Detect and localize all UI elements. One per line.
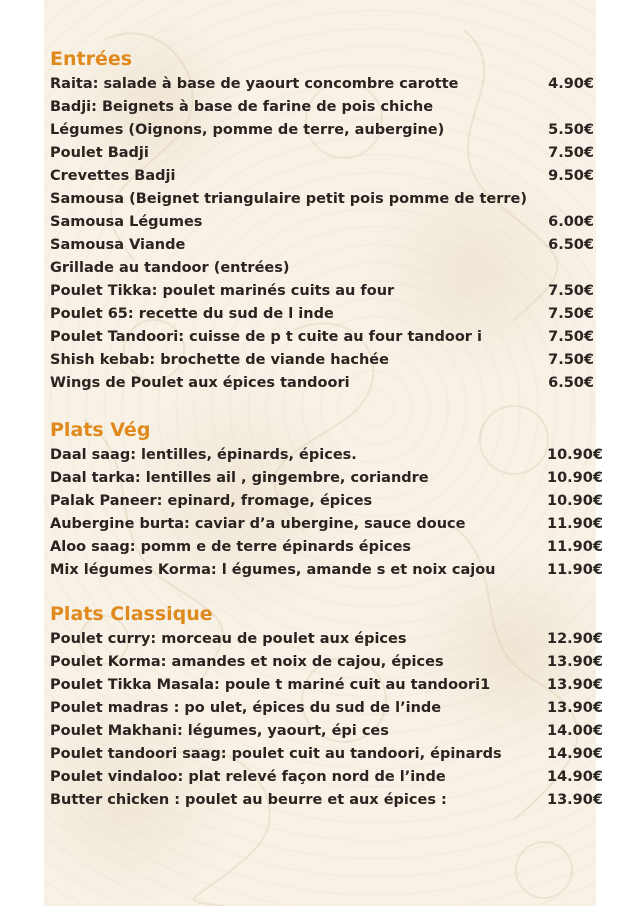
menu-item-badji-header: [50, 96, 596, 119]
menu-item-shish-kebab: [50, 349, 596, 372]
item-name: Daal tarka: lentilles ail , gingembre, coriandre: [50, 470, 429, 486]
menu-item-poulet-vindaloo: [50, 766, 603, 789]
menu-item-poulet-curry: [50, 628, 603, 651]
item-price: 9.50€: [548, 168, 594, 184]
section-plats-classique: [50, 602, 603, 812]
menu-item-butter-chicken: [50, 789, 603, 812]
item-price: 10.90€: [547, 493, 603, 509]
menu-item-poulet-tandoori-saag: [50, 743, 603, 766]
section-title-plats-veg: Plats Vég: [50, 419, 151, 441]
item-name: Poulet vindaloo: plat relevé façon nord de l’inde: [50, 769, 446, 785]
item-name: Crevettes Badji: [50, 168, 176, 184]
item-price: 13.90€: [547, 654, 603, 670]
menu-item-wings: [50, 372, 596, 395]
item-price: 11.90€: [547, 539, 603, 555]
section-title-entrees: Entrées: [50, 48, 133, 70]
item-name: Poulet madras : po ulet, épices du sud de l’inde: [50, 700, 442, 716]
menu-item-poulet-badji: [50, 142, 596, 165]
menu-item-grillade-header: [50, 257, 596, 280]
item-name: Poulet tandoori saag: poulet cuit au tandoori, épinards: [50, 746, 502, 762]
item-name: Samousa Légumes: [50, 214, 203, 230]
item-name: Wings de Poulet aux épices tandoori: [50, 375, 350, 391]
item-price: 7.50€: [548, 145, 594, 161]
menu-item-mix-legumes-korma: [50, 559, 603, 582]
menu-item-raita: [50, 73, 596, 96]
item-name: Aloo saag: pomm e de terre épinards épices: [50, 539, 412, 555]
item-price: 7.50€: [548, 352, 594, 368]
item-name: Poulet Korma: amandes et noix de cajou, épices: [50, 654, 444, 670]
menu-item-poulet-makhani: [50, 720, 603, 743]
menu-item-crevettes-badji: [50, 165, 596, 188]
menu-page: [44, 0, 603, 906]
menu-item-poulet-tikka-masala: [50, 674, 603, 697]
menu-item-poulet-korma: [50, 651, 603, 674]
item-name: Palak Paneer: epinard, fromage, épices: [50, 493, 373, 509]
item-price: 4.90€: [548, 76, 594, 92]
item-price: 6.50€: [548, 237, 594, 253]
item-name: Poulet Tikka: poulet marinés cuits au four: [50, 283, 395, 299]
item-name: Butter chicken : poulet au beurre et aux épices :: [50, 792, 447, 808]
item-name: Poulet Tikka Masala: poule t mariné cuit au tandoori1: [50, 677, 491, 693]
item-price: 12.90€: [547, 631, 603, 647]
item-name: Poulet Makhani: légumes, yaourt, épi ces: [50, 723, 389, 739]
menu-item-poulet-tandoori: [50, 326, 596, 349]
item-name: Poulet Badji: [50, 145, 149, 161]
item-name: Poulet Tandoori: cuisse de p t cuite au four tandoor i: [50, 329, 482, 345]
section-plats-veg: [50, 418, 603, 582]
menu-item-samousa-header: [50, 188, 596, 211]
menu-item-poulet-madras: [50, 697, 603, 720]
item-price: 11.90€: [547, 516, 603, 532]
item-price: 6.00€: [548, 214, 594, 230]
item-name: Grillade au tandoor (entrées): [50, 260, 290, 276]
item-price: 13.90€: [547, 700, 603, 716]
menu-item-legumes-badji: [50, 119, 596, 142]
item-name: Poulet 65: recette du sud de l inde: [50, 306, 334, 322]
item-price: 7.50€: [548, 283, 594, 299]
item-list: [50, 73, 596, 395]
item-name: Samousa Viande: [50, 237, 186, 253]
item-list: [50, 444, 603, 582]
item-price: 6.50€: [548, 375, 594, 391]
item-price: 14.00€: [547, 723, 603, 739]
item-price: 13.90€: [547, 677, 603, 693]
menu-item-aloo-saag: [50, 536, 603, 559]
item-price: 7.50€: [548, 306, 594, 322]
item-name: Shish kebab: brochette de viande hachée: [50, 352, 389, 368]
item-price: 10.90€: [547, 470, 603, 486]
item-price: 10.90€: [547, 447, 603, 463]
item-name: Badji: Beignets à base de farine de pois chiche: [50, 99, 434, 115]
menu-item-samousa-legumes: [50, 211, 596, 234]
item-name: Raita: salade à base de yaourt concombre carotte: [50, 76, 459, 92]
item-price: 14.90€: [547, 746, 603, 762]
item-name: Poulet curry: morceau de poulet aux épices: [50, 631, 407, 647]
item-price: 11.90€: [547, 562, 603, 578]
item-name: Légumes (Oignons, pomme de terre, aubergine): [50, 122, 445, 138]
menu-item-daal-saag: [50, 444, 603, 467]
menu-item-daal-tarka: [50, 467, 603, 490]
item-name: Mix légumes Korma: l égumes, amande s et noix cajou: [50, 562, 496, 578]
menu-item-palak-paneer: [50, 490, 603, 513]
section-title-plats-classique: Plats Classique: [50, 603, 213, 625]
menu-item-aubergine-burta: [50, 513, 603, 536]
item-name: Aubergine burta: caviar d’a ubergine, sauce douce: [50, 516, 466, 532]
menu-item-poulet-65: [50, 303, 596, 326]
item-price: 5.50€: [548, 122, 594, 138]
item-price: 14.90€: [547, 769, 603, 785]
menu-item-poulet-tikka: [50, 280, 596, 303]
section-entrees: [50, 47, 596, 395]
item-list: [50, 628, 603, 812]
item-price: 7.50€: [548, 329, 594, 345]
menu-item-samousa-viande: [50, 234, 596, 257]
item-price: 13.90€: [547, 792, 603, 808]
item-name: Daal saag: lentilles, épinards, épices.: [50, 447, 357, 463]
item-name: Samousa (Beignet triangulaire petit pois pomme de terre): [50, 191, 528, 207]
